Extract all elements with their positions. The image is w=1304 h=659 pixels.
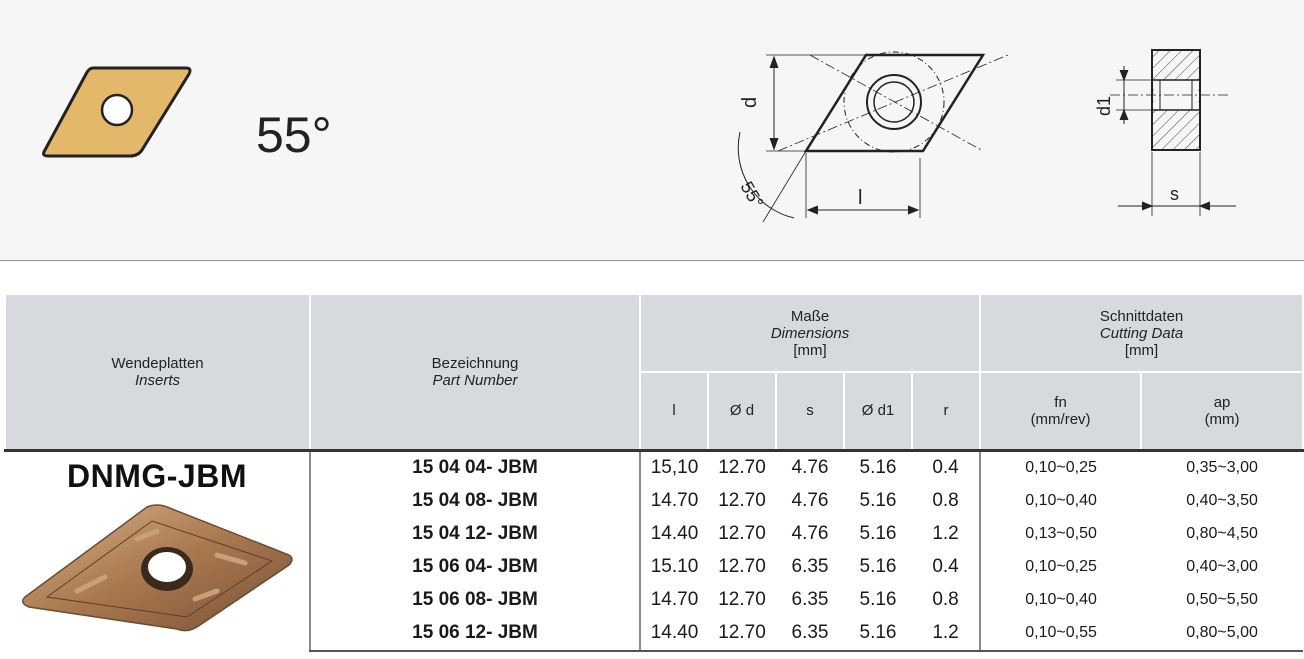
- header-cut-en: Cutting Data: [1099, 324, 1184, 342]
- part-number-cell: 15 04 04- JBM: [310, 450, 640, 485]
- part-number-cell: 15 06 08- JBM: [310, 584, 640, 617]
- header-divider: [0, 260, 1304, 261]
- angle-label: 55°: [256, 107, 332, 163]
- cell-r: 0.8: [932, 589, 959, 610]
- part-number-cell: 15 04 08- JBM: [310, 485, 640, 518]
- cell-ap: 0,50~5,50: [1186, 591, 1258, 608]
- dim-d-label: d: [739, 96, 761, 108]
- cell-d1: 5.16: [859, 523, 897, 544]
- header-inserts-en: Inserts: [134, 371, 180, 389]
- cell-ap: 0,40~3,50: [1186, 492, 1258, 509]
- cell-d: 12.70: [718, 457, 766, 478]
- header-inserts: [5, 294, 310, 450]
- table-row: [5, 450, 1303, 485]
- cell-fn: 0,10~0,40: [980, 584, 1141, 617]
- cell-fn: 0,10~0,55: [980, 617, 1141, 651]
- header-col-s: s: [776, 372, 844, 450]
- header-dims-unit: [mm]: [793, 341, 827, 359]
- cell-d: 12.70: [718, 589, 766, 610]
- cell-ap: 0,80~4,50: [1186, 525, 1258, 542]
- cell-fn: 0,13~0,50: [980, 518, 1141, 551]
- header-part-en: Part Number: [432, 371, 518, 389]
- part-number-cell: 15 06 04- JBM: [310, 551, 640, 584]
- fn-label: fn: [1054, 393, 1067, 411]
- cell-r: 0.4: [932, 556, 959, 577]
- dim-angle-label: 55°: [736, 178, 768, 212]
- cell-l: 14.70: [640, 584, 708, 617]
- insert-photo: [17, 499, 297, 634]
- header-dims-en: Dimensions: [770, 324, 850, 342]
- header-dimensions: [640, 294, 980, 372]
- fn-unit: (mm/rev): [1030, 410, 1091, 428]
- cell-d1: 5.16: [859, 556, 897, 577]
- ap-unit: (mm): [1204, 410, 1240, 428]
- cell-r: 0.8: [932, 490, 959, 511]
- cell-s: 4.76: [791, 457, 829, 478]
- cell-d: 12.70: [718, 490, 766, 511]
- cell-ap: 0,40~3,00: [1186, 558, 1258, 575]
- cell-fn: 0,10~0,40: [980, 485, 1141, 518]
- cell-l: 15.10: [640, 551, 708, 584]
- cell-r: 0.4: [932, 457, 959, 478]
- header-col-r: r: [912, 372, 980, 450]
- cell-d1: 5.16: [844, 617, 912, 651]
- cell-s: 6.35: [791, 556, 829, 577]
- insert-cell: [5, 450, 310, 651]
- cell-d: 12.70: [718, 523, 766, 544]
- dim-s-label: s: [1170, 184, 1179, 204]
- cell-fn: 0,10~0,25: [980, 450, 1141, 485]
- cell-d1: 5.16: [859, 589, 897, 610]
- header-dims-de: Maße: [790, 307, 830, 325]
- header-cut-de: Schnittdaten: [1099, 307, 1184, 325]
- cell-d: 12.70: [708, 617, 776, 651]
- header-col-ap: [1141, 372, 1303, 450]
- cell-ap: 0,35~3,00: [1186, 459, 1258, 476]
- cell-s: 4.76: [791, 490, 829, 511]
- header-cut-unit: [mm]: [1124, 341, 1159, 359]
- cell-l: 14.40: [640, 518, 708, 551]
- part-number-cell: 15 06 12- JBM: [310, 617, 640, 651]
- header-band: [0, 0, 1304, 262]
- ap-label: ap: [1213, 393, 1231, 411]
- cell-l: 14.40: [640, 617, 708, 651]
- header-part-number: [310, 294, 640, 450]
- cell-s: 4.76: [791, 523, 829, 544]
- header-col-d: Ø d: [708, 372, 776, 450]
- cell-ap: 0,80~5,00: [1141, 617, 1303, 651]
- insert-dimension-drawing: [718, 40, 1008, 240]
- header-col-l: l: [640, 372, 708, 450]
- part-number-cell: 15 04 12- JBM: [310, 518, 640, 551]
- cell-l: 15,10: [640, 450, 708, 485]
- insert-section-drawing: [1090, 40, 1240, 220]
- cell-r: 1.2: [912, 617, 980, 651]
- header-col-fn: [980, 372, 1141, 450]
- insert-shape-icon: [38, 64, 208, 164]
- dim-l-label: l: [858, 187, 863, 209]
- header-cutting-data: [980, 294, 1303, 372]
- cell-d: 12.70: [718, 556, 766, 577]
- cell-fn: 0,10~0,25: [980, 551, 1141, 584]
- cell-d1: 5.16: [859, 490, 897, 511]
- insert-name: DNMG-JBM: [67, 457, 247, 494]
- insert-table: [4, 293, 1304, 652]
- cell-s: 6.35: [776, 617, 844, 651]
- header-col-d1: Ø d1: [844, 372, 912, 450]
- header-inserts-de: Wendeplatten: [111, 354, 204, 372]
- cell-l: 14.70: [640, 485, 708, 518]
- header-part-de: Bezeichnung: [431, 354, 519, 372]
- cell-s: 6.35: [791, 589, 829, 610]
- cell-d1: 5.16: [859, 457, 897, 478]
- cell-r: 1.2: [932, 523, 959, 544]
- dim-d1-label: d1: [1094, 95, 1114, 116]
